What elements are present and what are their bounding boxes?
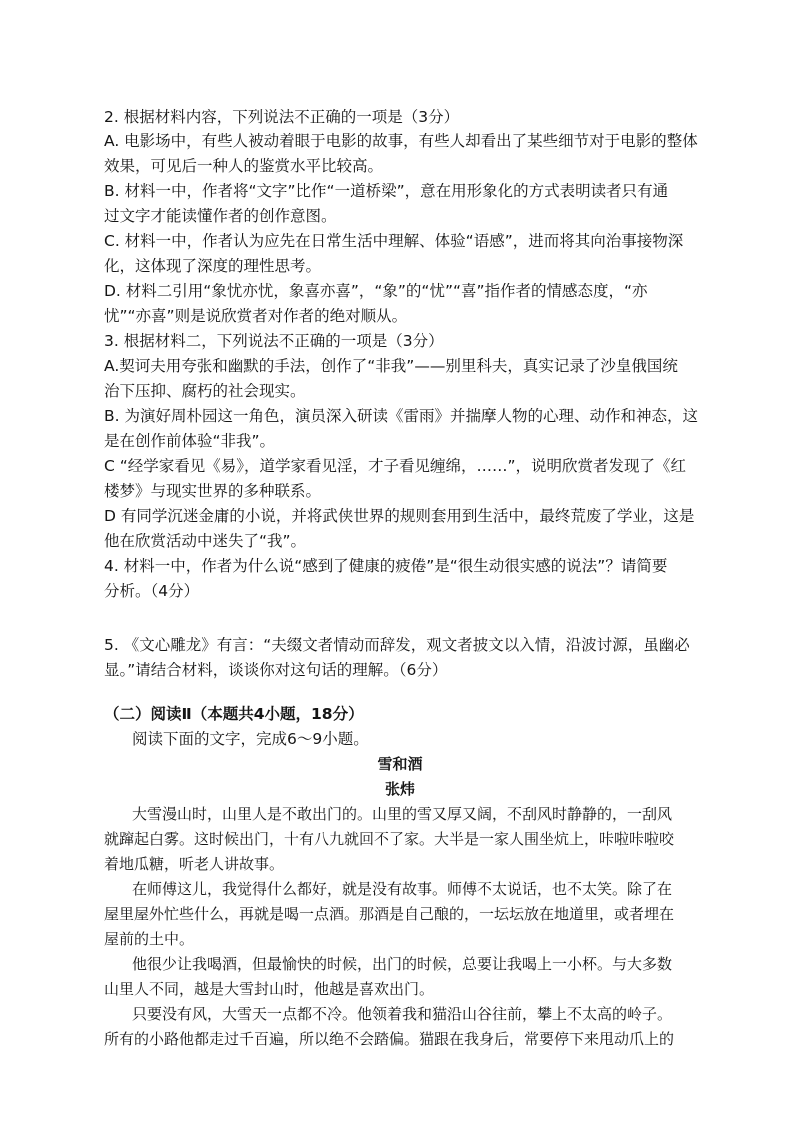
q2-option-c-line2: 化，这体现了深度的理性思考。: [104, 257, 322, 275]
q2-option-a-line2: 效果，可见后一种人的鉴赏水平比较高。: [104, 157, 384, 175]
q3-option-a-line1: A.契诃夫用夸张和幽默的手法，创作了“非我”——别里科夫，真实记录了沙皇俄国统: [104, 357, 678, 375]
q3-option-a-line2: 治下压抑、腐朽的社会现实。: [104, 382, 306, 400]
article-paragraph-1-line1: 大雪漫山时，山里人是不敢出门的。山里的雪又厚又阔，不刮风时静静的，一刮风: [132, 805, 673, 823]
q2-option-c-line1: C. 材料一中，作者认为应先在日常生活中理解、体验“语感”，进而将其向治事接物深: [104, 232, 684, 250]
article-title: 雪和酒: [377, 755, 423, 773]
q2-option-b-line1: B. 材料一中，作者将“文字”比作“一道桥梁”，意在用形象化的方式表明读者只有通: [104, 182, 669, 200]
q3-option-b-line1: B. 为演好周朴园这一角色，演员深入研读《雷雨》并揣摩人物的心理、动作和神态，这: [104, 407, 698, 425]
article-paragraph-3-line2: 山里人不同，越是大雪封山时，他越是喜欢出门。: [104, 980, 435, 998]
section-instruction: 阅读下面的文字，完成6～9小题。: [132, 730, 369, 748]
q2-option-d-line2: 忧”“亦喜”则是说欣赏者对作者的绝对顺从。: [104, 307, 408, 325]
article-paragraph-2-line3: 屋前的土中。: [104, 930, 195, 948]
q2-option-d-line1: D. 材料二引用“象忧亦忧，象喜亦喜”，“象”的“忧”“喜”指作者的情感态度，“亦: [104, 282, 648, 300]
q3-option-c-line1: C “经学家看见《易》，道学家看见淫，才子看见缠绵，……”，说明欣赏者发现了《红: [104, 457, 687, 475]
q5-line2: 显。”请结合材料，谈谈你对这句话的理解。（6分）: [104, 661, 448, 679]
article-paragraph-4-line1: 只要没有风，大雪天一点都不冷。他领着我和猫沿山谷往前，攀上不太高的岭子。: [132, 1005, 673, 1023]
article-paragraph-1-line2: 就蹿起白雾。这时候出门，十有八九就回不了家。大半是一家人围坐炕上，咔啦咔啦咬: [104, 830, 675, 848]
q2-stem: 2. 根据材料内容，下列说法不正确的一项是（3分）: [104, 108, 460, 126]
article-paragraph-1-line3: 着地瓜糖，听老人讲故事。: [104, 855, 285, 873]
q3-option-c-line2: 楼梦》与现实世界的多种联系。: [104, 482, 322, 500]
q3-stem: 3. 根据材料二，下列说法不正确的一项是（3分）: [104, 332, 444, 350]
q4-line1: 4. 材料一中，作者为什么说“感到了健康的疲倦”是“很生动很实感的说法”？请简要: [104, 557, 668, 575]
q3-option-d-line2: 他在欣赏活动中迷失了“我”。: [104, 532, 307, 550]
article-author: 张炜: [384, 780, 415, 798]
q2-option-b-line2: 过文字才能读懂作者的创作意图。: [104, 207, 337, 225]
article-paragraph-2-line2: 屋里屋外忙些什么，再就是喝一点酒。那酒是自己酿的，一坛坛放在地道里，或者埋在: [104, 905, 675, 923]
q3-option-d-line1: D 有同学沉迷金庸的小说，并将武侠世界的规则套用到生活中，最终荒废了学业，这是: [104, 507, 695, 525]
article-paragraph-3-line1: 他很少让我喝酒，但最愉快的时候，出门的时候，总要让我喝上一小杯。与大多数: [132, 955, 673, 973]
q5-line1: 5. 《文心雕龙》有言：“夫缀文者情动而辞发，观文者披文以入情，沿波讨源，虽幽必: [104, 636, 690, 654]
q4-line2: 分析。（4分）: [104, 582, 200, 600]
q3-option-b-line2: 是在创作前体验“非我”。: [104, 432, 276, 450]
q2-option-a-line1: A. 电影场中，有些人被动着眼于电影的故事，有些人却看出了某些细节对于电影的整体: [104, 132, 698, 150]
section-heading: （二）阅读Ⅱ（本题共4小题，18分）: [104, 705, 364, 723]
article-paragraph-4-line2: 所有的小路他都走过千百遍，所以绝不会踏偏。猫跟在我身后，常要停下来甩动爪上的: [104, 1030, 675, 1048]
article-paragraph-2-line1: 在师傅这儿，我觉得什么都好，就是没有故事。师傅不太说话，也不太笑。除了在: [132, 880, 673, 898]
